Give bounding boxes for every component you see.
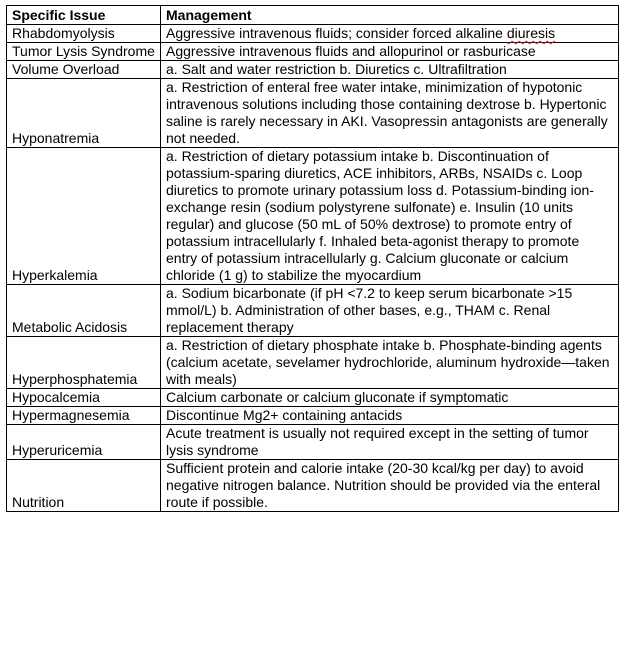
table-row (7, 337, 619, 389)
management-cell: a. Salt and water restriction b. Diuretics c. Ultrafiltration (161, 61, 619, 79)
issue-cell: Hypermagnesemia (7, 407, 161, 425)
management-cell: Discontinue Mg2+ containing antacids (161, 407, 619, 425)
issue-cell: Hyperkalemia (7, 148, 161, 285)
table-row (7, 61, 619, 79)
management-cell: a. Restriction of dietary phosphate intake b. Phosphate-binding agents (calcium acetate, sevelamer hydrochloride, aluminum hydroxide—taken with meals) (161, 337, 619, 389)
header-specific-issue: Specific Issue (7, 6, 161, 25)
management-cell: Acute treatment is usually not required except in the setting of tumor lysis syndrome (161, 425, 619, 460)
issue-cell: Volume Overload (7, 61, 161, 79)
table-row (7, 389, 619, 407)
issue-cell: Metabolic Acidosis (7, 285, 161, 337)
header-management: Management (161, 6, 619, 25)
issue-cell: Tumor Lysis Syndrome (7, 43, 161, 61)
management-cell: a. Restriction of dietary potassium intake b. Discontinuation of potassium-sparing diuretics, ACE inhibitors, ARBs, NSAIDs c. Loop diuretics to promote urinary potassium loss d. Potassium-binding ion-exchange resin (sodium polystyrene sulfonate) e. Insulin (10 units regular) and glucose (50 mL of 50% dextrose) to promote entry of potassium intracellularly f. Inhaled beta-agonist therapy to promote entry of potassium intracellularly g. Calcium gluconate or calcium chloride (1 g) to stabilize the myocardium (161, 148, 619, 285)
table-row (7, 285, 619, 337)
aki-management-table (6, 5, 619, 512)
management-cell (161, 25, 619, 43)
management-cell: Sufficient protein and calorie intake (20-30 kcal/kg per day) to avoid negative nitrogen balance. Nutrition should be provided via the enteral route if possible. (161, 460, 619, 512)
table-row (7, 43, 619, 61)
table-row (7, 148, 619, 285)
issue-cell: Nutrition (7, 460, 161, 512)
management-cell: Calcium carbonate or calcium gluconate if symptomatic (161, 389, 619, 407)
issue-cell: Hyperphosphatemia (7, 337, 161, 389)
issue-cell: Rhabdomyolysis (7, 25, 161, 43)
table-row (7, 460, 619, 512)
management-cell: Aggressive intravenous fluids and allopurinol or rasburicase (161, 43, 619, 61)
issue-cell: Hyponatremia (7, 79, 161, 148)
management-text: Aggressive intravenous fluids; consider forced alkaline (166, 25, 507, 41)
issue-cell: Hyperuricemia (7, 425, 161, 460)
management-cell: a. Restriction of enteral free water intake, minimization of hypotonic intravenous solutions including those containing dextrose b. Hypertonic saline is rarely necessary in AKI. Vasopressin antagonists are generally not needed. (161, 79, 619, 148)
table-header-row (7, 6, 619, 25)
management-cell: a. Sodium bicarbonate (if pH <7.2 to keep serum bicarbonate >15 mmol/L) b. Administration of other bases, e.g., THAM c. Renal replacement therapy (161, 285, 619, 337)
spellcheck-flagged-word: diuresis (506, 25, 556, 41)
table-row (7, 25, 619, 43)
table-row (7, 79, 619, 148)
table-row (7, 407, 619, 425)
issue-cell: Hypocalcemia (7, 389, 161, 407)
table-row (7, 425, 619, 460)
